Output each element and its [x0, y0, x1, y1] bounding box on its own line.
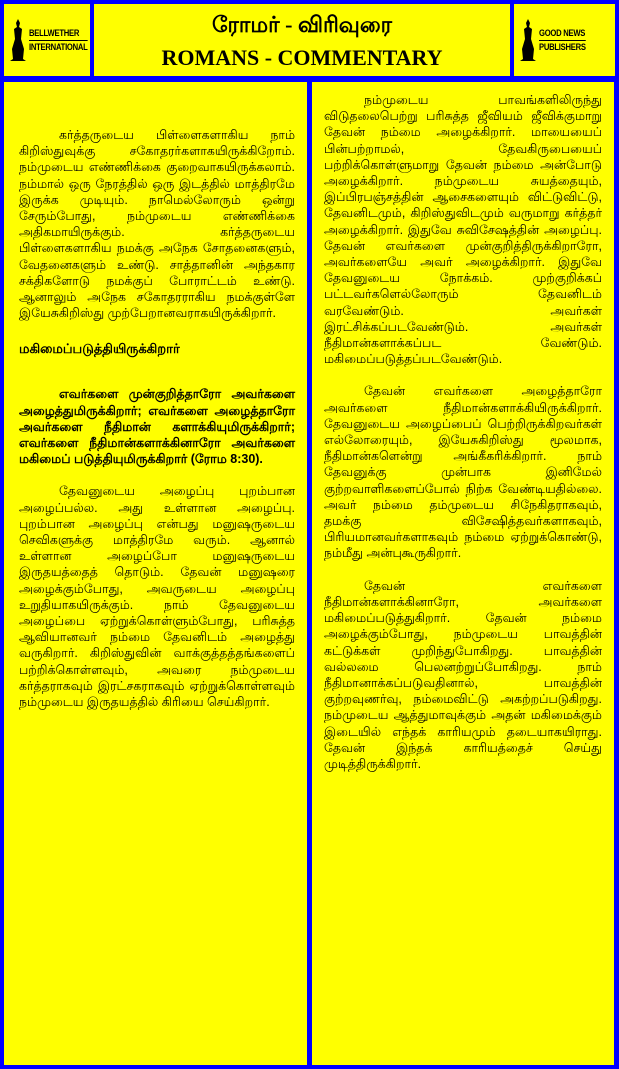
good-news-figure-icon: [520, 19, 536, 61]
left-column: [4, 82, 307, 1065]
bellwether-figure-icon: [10, 19, 26, 61]
paragraph: தேவன் எவர்களை அழைத்தாரோ அவர்களை நீதிமான்களாக்கியிருக்கிறார். தேவனுடைய அழைப்பைப் பெற்றிருக்கிறவர்கள் எல்லோரையும், இயேசுகிறிஸ்து மூலமாக, நீதிமான்களென்று அங்கீகரிக்கிறார். நாம் தேவனுக்கு முன்பாக இனிமேல் குற்றவாளிகளைப்போல் நிற்க வேண்டியதில்லை. அவர் நம்மை தம்முடைய சிநேகிதராகவும், தமக்கு விசேஷித்தவர்களாகவும், பிரியமானவர்களாகவும் நம்மை ஏற்றுக்கொண்டு, நம்மீது அன்புகூருகிறார்.: [324, 384, 602, 561]
paragraph: தேவனுடைய அழைப்பு புறம்பான அழைப்பல்ல. அது உள்ளான அழைப்பு. புறம்பான அழைப்பு என்பது மனுஷருடைய செவிகளுக்கு மாத்திரமே வரும். ஆனால் உள்ளான அழைப்போ மனுஷருடைய இருதயத்தைத் தொடும். தேவன் மனுஷரை அழைக்கும்போது, அவருடைய அழைப்பு உறுதியாகயிருக்கும். நாம் தேவனுடைய அழைப்பை ஏற்றுக்கொள்ளும்போது, பரிசுத்த ஆவியானவர் நம்மை தேவனிடம் அழைத்து வருகிறார். கிறிஸ்துவின் வாக்குத்தத்தங்களைப் பற்றிக்கொள்ளவும், அவரை நம்முடைய கர்த்தராகவும் இரட்சகராகவும் ஏற்றுக்கொள்ளவும் நம்முடைய இருதயத்தில் கிரியை செய்கிறார்.: [19, 484, 295, 710]
section-heading: மகிமைப்படுத்தியிருக்கிறார்: [19, 341, 180, 357]
verse-quote: எவர்களை முன்குறித்தாரோ அவர்களை அழைத்துமிருக்கிறார்; எவர்களை அழைத்தாரோ அவர்களை நீதிமான் களாக்கியுமிருக்கிறார்; எவர்களை நீதிமான்களாக்கினாரோ அவர்களை மகிமைப் படுத்தியுமிருக்கிறார் (ரோம 8:30).: [19, 387, 295, 467]
bellwether-logo: [4, 4, 90, 76]
logo-left-line2: INTERNATIONAL: [29, 41, 88, 52]
title-english: ROMANS - COMMENTARY: [161, 45, 443, 70]
logo-left-line1: BELLWETHER: [29, 27, 88, 41]
logo-right-line2: PUBLISHERS: [539, 41, 586, 52]
paragraph: நம்முடைய பாவங்களிலிருந்து விடுதலைபெற்று பரிசுத்த ஜீவியம் ஜீவிக்குமாறு தேவன் நம்மை அழைக்கிறார். மாயையைப் பின்பற்றாமல், தேவகிருபையைப் பற்றிக்கொள்ளுமாறு தேவன் நம்மை அன்போடு அழைக்கிறார். நம்முடைய சுயத்தையும், இப்பிரபஞ்சத்தின் ஆசைகளையும் விட்டுவிட்டு, தேவனிடமும், கிறிஸ்துவிடமும் வருமாறு கர்த்தர் அழைக்கிறார். இதுவே சுவிசேஷத்தின் அழைப்பு. தேவன் எவர்களை முன்குறித்திருக்கிறாரோ, அவர்களையே அவர் அழைக்கிறார். இதுவே தேவனுடைய நோக்கம். முற்குறிக்கப் பட்டவர்களெல்லோரும் தேவனிடம் வரவேண்டும். அவர்கள் இரட்சிக்கப்படவேண்டும். அவர்கள் நீதிமான்களாக்கப்பட வேண்டும். மகிமைப்படுத்தப்படவேண்டும்.: [324, 93, 602, 367]
right-column: [312, 82, 614, 1065]
paragraph: கர்த்தருடைய பிள்ளைகளாகிய நாம் கிறிஸ்துவுக்கு சகோதரர்களாகயிருக்கிறோம். நம்முடைய எண்ணிக்கை குறைவாகயிருக்கலாம். நம்மால் ஒரு நேரத்தில் ஒரு இடத்தில் மாத்திரமே இருக்க முடியும். நாமெல்லோரும் ஒன்று சேரும்போது, நம்முடைய எண்ணிக்கை அதிகமாயிருக்கும். கர்த்தருடைய பிள்ளைகளாகிய நமக்கு அநேக சோதனைகளும், வேதனைகளும் உண்டு. சாத்தானின் அந்தகார சக்திகளோடு நமக்குப் போராட்டம் உண்டு. ஆனாலும் அநேக சகோதரராகிய நமக்குள்ளே இயேசுகிறிஸ்து முற்பேறானவராகயிருக்கிறார்.: [19, 128, 295, 321]
paragraph: தேவன் எவர்களை நீதிமான்களாக்கினாரோ, அவர்களை மகிமைப்படுத்துகிறார். தேவன் நம்மை அழைக்கும்போது, நம்முடைய பாவத்தின் கட்டுக்கள் முறிந்துபோகிறது. பாவத்தின் வல்லமை பெலனற்றுப்போகிறது. நாம் நீதிமானாக்கப்படுவதினால், பாவத்தின் குற்றவுணர்வு, நம்மைவிட்டு அகற்றப்படுகிறது. நம்முடைய ஆத்துமாவுக்கும் அதன் மகிமைக்கும் இடையில் எந்தக் காரியமும் தடையாகயிராது. தேவன் இந்தக் காரியத்தைச் செய்து முடித்திருக்கிறார்.: [324, 578, 602, 771]
good-news-logo: [514, 4, 615, 76]
title-tamil: ரோமர் - விரிவுரை: [211, 12, 393, 37]
logo-right-line1: GOOD NEWS: [539, 27, 586, 41]
title-banner: [94, 4, 510, 76]
